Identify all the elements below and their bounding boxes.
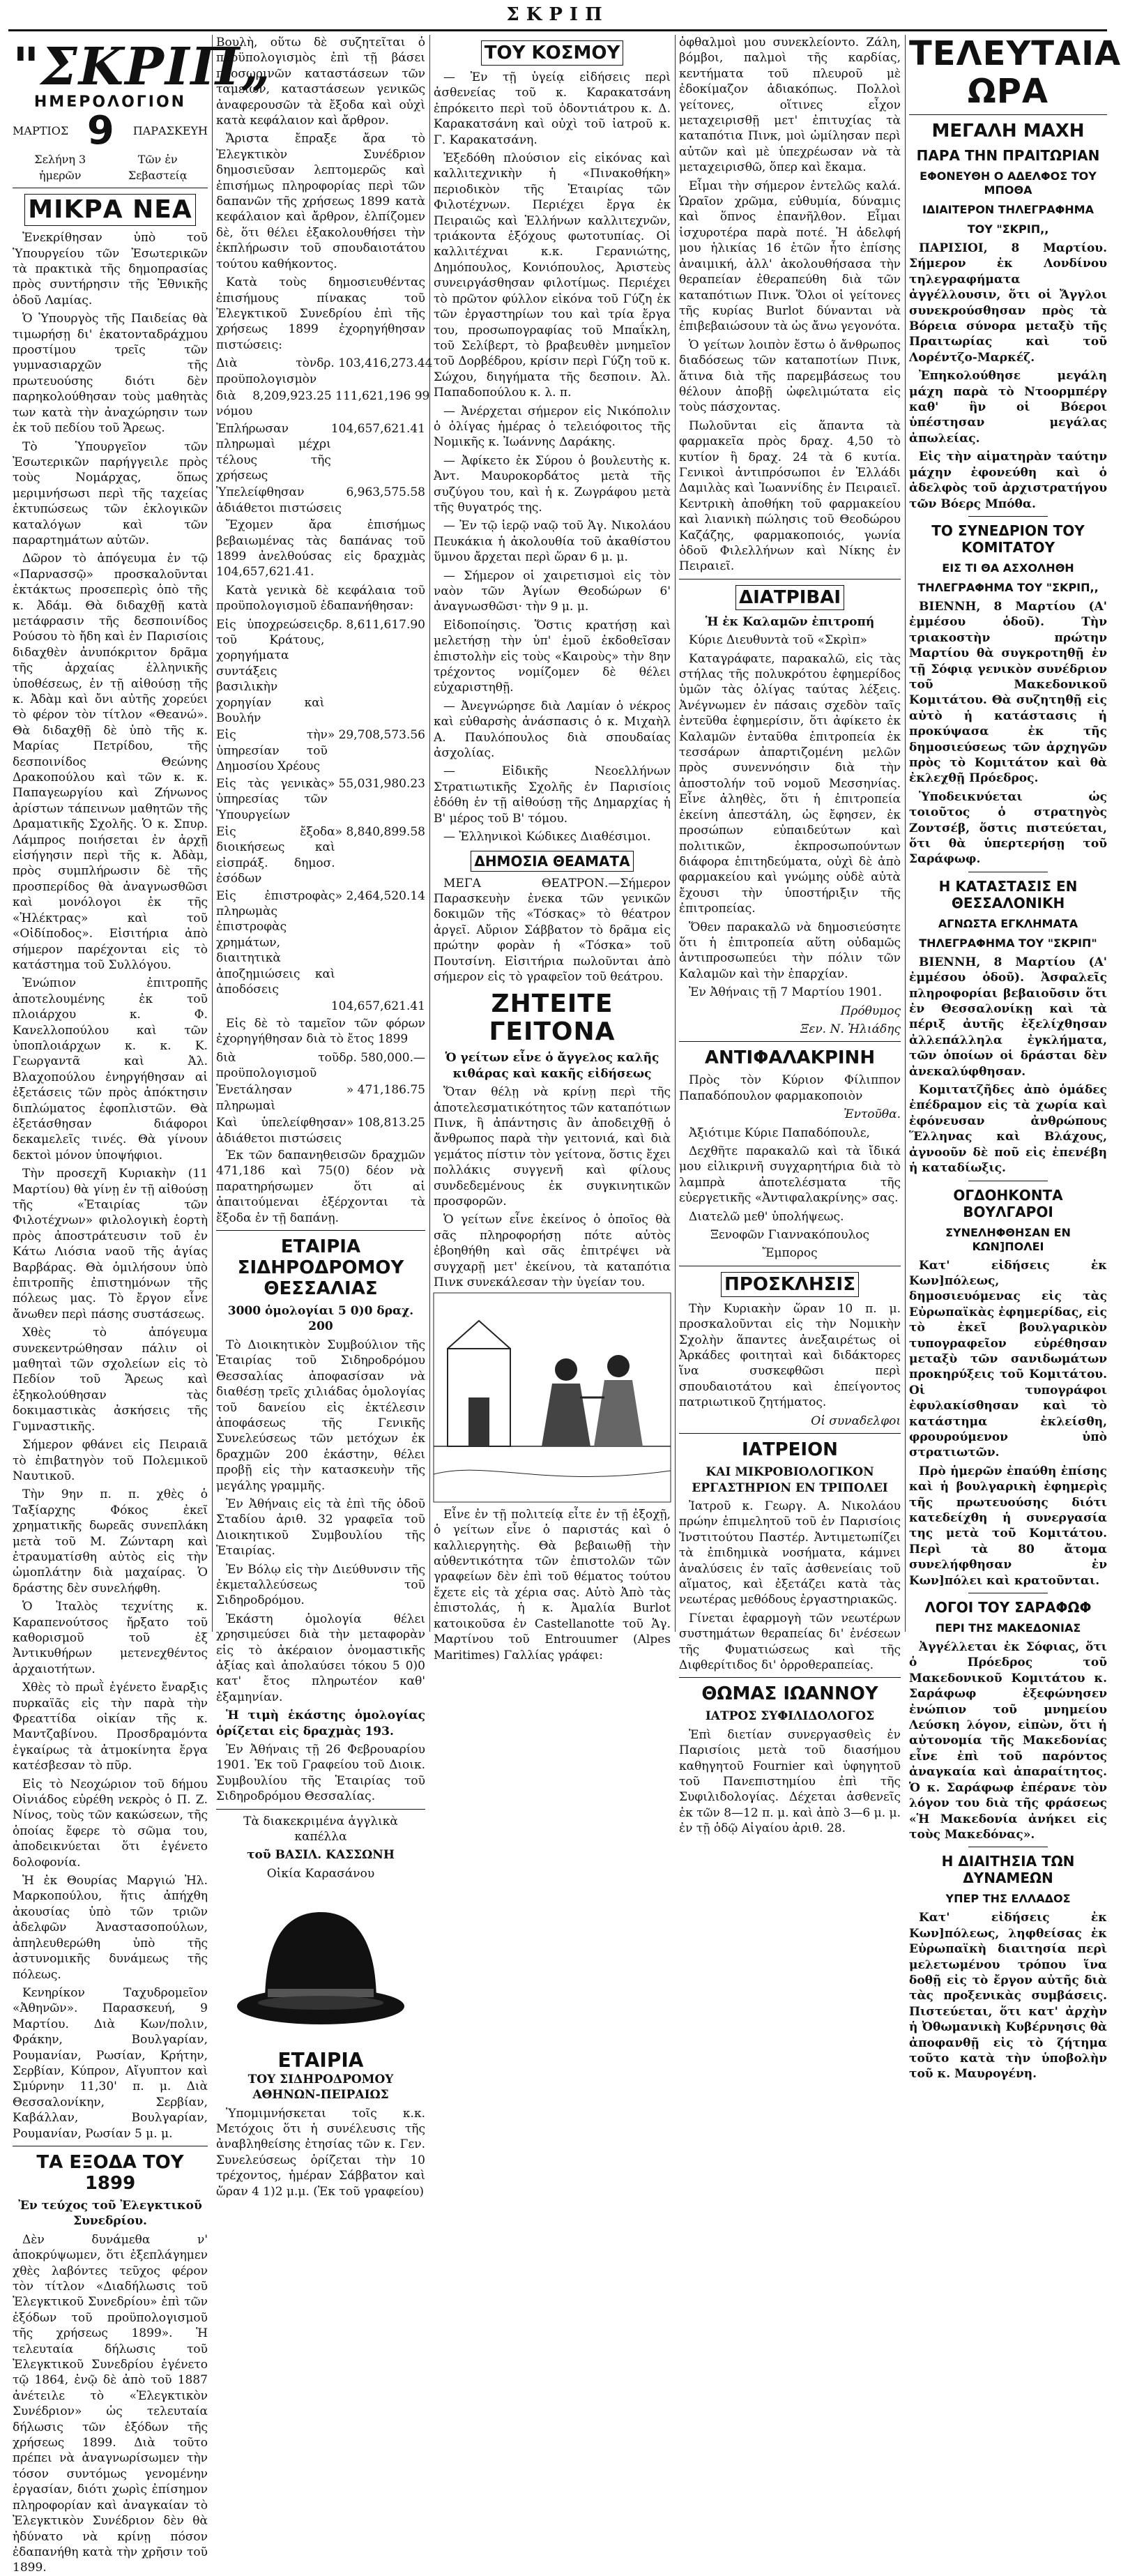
article-text: Διατελῶ μεθ' ὑπολήψεως. <box>689 1209 844 1224</box>
article-text: Ἔχομεν ἄρα ἐπισήμως βεβαιωμένας τὰς δαπάνας τοῦ 1899 ἀνελθούσας εἰς δραχμὰς 104,657,621.41. <box>216 518 425 579</box>
article-text: Ἄριστα ἔπραξε ἄρα τὸ Ἐλεγκτικὸν Συνέδριον δημοσιεῦσαν λεπτομερῶς καὶ ἐπισήμως πληροφορίας περὶ τῶν δαπανῶν τῆς χρήσεως 1899 κατὰ κεφάλαιον καὶ ἄρθρον, ἐλπίζομεν δὲ, ὅτι θέλει ἐξακολουθήσει τὴν ἐκπλήρωσιν τοῦ σπουδαιοτάτου τούτου καθήκοντος. <box>216 132 425 271</box>
headline-exoda: ΤΑ ΕΞΟΔΑ ΤΟΥ 1899 <box>36 2151 184 2194</box>
headline: ΤΗΛΕΓΡΑΦΗΜΑ ΤΟΥ "ΣΚΡΙΠ,, <box>917 580 1099 594</box>
rule <box>968 516 1048 517</box>
ledger-row: διὰ τοῦ προϋπολογισμοῦ δρ. 580,000.— <box>216 1050 425 1080</box>
letter-salutation: Κύριε Διευθυντὰ τοῦ «Σκρὶπ» <box>689 633 867 648</box>
ledger-row: Διὰ τὸν προϋπολογισμὸν δρ. 103,416,273.44 <box>216 356 433 386</box>
running-head: ΣΚΡΙΠ <box>506 4 609 25</box>
news-item: Ὁ Ἰταλὸς τεχνίτης κ. Καραπενούτσος ἤρξατο τοῦ καθορισμοῦ τοῦ ἐξ Ἀντικυθήρων μετενεχθέντος ἀρχαιοτήτων. <box>13 1600 208 1676</box>
article-text: — Ἐν τῇ ὑγείᾳ εἰδήσεις περὶ ἀσθενείας τοῦ κ. Καρακατσάνη ἐπρόκειτο περὶ τοῦ ὀδοντιάτρου κ. Δ. Καρακατσάνη καὶ οὐχὶ τοῦ ἰατροῦ κ. Γ. Καρακατσάνη. <box>434 70 671 147</box>
article-text: Δεχθῆτε παρακαλῶ καὶ τὰ ἴδικά μου εἰλικρινῆ συγχαρητήρια διὰ τὸ λαμπρὰ ἀποτελέσματα τῆς εὐεργετικῆς «Ἀντιφαλακρίνης» σας. <box>679 1144 901 1206</box>
telegram-text: ΠΑΡΙΣΙΟΙ, 8 Μαρτίου. Σήμερον ἐκ Λονδίνου τηλεγραφήματα ἀγγέλλουσιν, ὅτι οἱ Ἄγγλοι συνεκρούσθησαν πρὸς τὰ Βόρεια σύνορα μεταξὺ τῆς Πραιτωρίας καὶ τοῦ Λορέντζο-Μαρκέζ. <box>909 241 1107 365</box>
article-text: Ὁ γείτων εἶνε ἐκείνος ὁ ὁποῖος θὰ σᾶς πληροφορήσῃ πότε αὐτὸς ἐβοηθήθη καὶ σᾶς ἐπιτρέψει νὰ συγχαρῇ μετ' ἐκείνου, τὰ καταπότια Πινκ συνεκάλεσαν τὴν ὑγείαν του. <box>434 1213 671 1290</box>
article-text: — Ἀφίκετο ἐκ Σύρου ὁ βουλευτὴς κ. Ἀντ. Μαυροκορδάτος μετὰ τῆς συζύγου του, καὶ ἡ κ. Ζωγράφου μετὰ τῆς θυγατρός της. <box>434 453 671 515</box>
rule <box>679 1677 901 1678</box>
headline-geitona: ΖΗΤΕΙΤΕ ΓΕΙΤΟΝΑ <box>489 990 616 1047</box>
signature: Οἱ συναδελφοι <box>811 1414 901 1428</box>
news-item: Κενηρίκον Ταχυδρομεῖον «Ἀθηνῶν». Παρασκευή, 9 Μαρτίου. Διὰ Κων/πολιν, Φράκην, Βουλγαρίαν, Ρουμανίαν, Ρωσίαν, Κρήτην, Σερβίαν, Κύπρον, Αἴγυπτον καὶ Σμύρνην 11,30' π. μ. Διὰ Θεσσαλονίκην, Σερβίαν, Καβάλλαν, Βουλγαρίαν, Ρουμανίαν, Ρωσίαν 5 μ. μ. <box>13 1985 208 2141</box>
news-item: Ἐνεκρίθησαν ὑπὸ τοῦ Ὑπουργείου τῶν Ἐσωτερικῶν τὰ πρακτικὰ τῆς δημοπρασίας πρὸς συντήρησιν τῆς Ἐθνικῆς ὁδοῦ Λαμίας. <box>13 231 208 308</box>
headline: ΠΕΡΙ ΤΗΣ ΜΑΚΕΔΟΝΙΑΣ <box>935 1621 1081 1635</box>
telegram-text: Κατ' εἰδήσεις ἐκ Κων]πόλεως, δημοσιευόμενας εἰς τὰς Εὐρωπαϊκὰς ἐφημερίδας, εἰς τὸ ἐκεῖ βουλγαρικὸν τυπογραφεῖον εὑρέθησαν μεταξὺ τῶν σανιδωμάτων προκηρύξεις τοῦ Κομιτάτου. Οἱ τυπογράφοι ἐφυλακίσθησαν καὶ τὸ κατάστημα ἐκλείσθη, φρουρούμενον ὑπὸ στρατιωτῶν. <box>909 1258 1107 1460</box>
headline-antifalakrini: ΑΝΤΙΦΑΛΑΚΡΙΝΗ <box>704 1047 876 1069</box>
article-text: Πωλοῦνται εἰς ἅπαντα τὰ φαρμακεῖα πρὸς δραχ. 4,50 τὸ κυτίον ἢ δραχ. 24 τὰ 6 κυτία. Γενικοὶ ἀντιπρόσωποι ἐν Ἑλλάδι Δαμιλὰς καὶ Ἰωαννίδης ἐν Πειραιεῖ. Κεντρικὴ ἀποθήκη τοῦ φαρμακείου καὶ λιανικὴ πώλησις τοῦ Θεοδώρου Καζάζης, φαρμακοποιός, γωνία ὁδοῦ Φιλελλήνων καὶ Νίκης ἐν Πειραιεῖ. <box>679 418 901 574</box>
ledger-row: Εἰς ὑποχρεώσεις τοῦ Κράτους, χορηγήματα συντάξεις βασιλικὴν χορηγίαν καὶ Βουλήν δρ. 8,611,617.90 <box>216 617 425 726</box>
headline: ΠΑΡΑ ΤΗΝ ΠΡΑΙΤΩΡΙΑΝ <box>916 147 1100 164</box>
signature: Ξενοφῶν Γιαννακόπουλος <box>710 1228 870 1243</box>
article-text: Εἰς δὲ τὸ ταμεῖον τῶν φόρων ἐχορηγήθησαν διὰ τὸ ἔτος 1899 <box>216 1016 425 1047</box>
headline: ΕΦΟΝΕΥΘΗ Ο ΑΔΕΛΦΟΣ ΤΟΥ ΜΠΟΘΑ <box>920 169 1097 197</box>
neighbours-illustration <box>434 1293 671 1502</box>
article-text: Ἐν Ἀθήναις τῇ 26 Φεβρουαρίου 1901. Ἐκ τοῦ Γραφείου τοῦ Διοικ. Συμβουλίου τῆς Ἑταιρίας τοῦ Σιδηροδρόμου Θεσσαλίας. <box>216 1743 425 1804</box>
headline-iatreion: ΙΑΤΡΕΙΟΝ <box>742 1439 838 1461</box>
article-text: ΜΕΓΑ ΘΕΑΤΡΟΝ.—Σήμερον Παρασκευὴν ἐνεκα τῶν γενικῶν δοκιμῶν τῆς «Τόσκας» τὸ θέατρον ἀργεῖ. Αὔριον Σάββατον τὸ δρᾶμα εἰς πρώτην φορὰν ἡ «Τόσκα» τοῦ Πουτσίνη. Εἰσιτήρια πωλοῦνται ἀπὸ σήμερον εἰς τὸ γραφεῖον τοῦ θεάτρου. <box>434 876 671 984</box>
masthead-subtitle: ΗΜΕΡΟΛΟΓΙΟΝ <box>33 93 187 111</box>
ledger-row: Ὑπελείφθησαν ἀδιάθετοι πιστώσεις 6,963,575.58 <box>216 485 425 515</box>
moon: Σελήνη 3 ἡμερῶν <box>34 153 86 182</box>
ledger-row: Ἐπλήρωσαν πληρωμαὶ μέχρι τέλους τῆς χρήσεως 104,657,621.41 <box>216 421 425 483</box>
article-text: Βουλὴ, οὕτω δὲ συζητεῖται ὁ προϋπολογισμὸς ἐπὶ τῇ βάσει προσωρινῶν καταστάσεων τῶν ταμείων, καταστάσεων γενικῶς ἀναφερουσῶν τὰ ἔξοδα καὶ οὐχὶ κατὰ κεφάλαιον καὶ ἄρθρον. <box>216 36 425 128</box>
headline: ΣΥΝΕΛΗΦΘΗΣΑΝ ΕΝ ΚΩΝ]ΠΟΛΕΙ <box>945 1225 1071 1253</box>
masthead-title: "ΣΚΡΙΠ„ <box>13 37 272 97</box>
hat-advertisement-illustration <box>216 1884 425 2045</box>
article-text: Ἀξιότιμε Κύριε Παπαδόπουλε, <box>689 1126 870 1140</box>
dateline <box>13 108 208 154</box>
article-text: Ἐκ τῶν δαπανηθεισῶν δραχμῶν 471,186 καὶ 75(0) δέον νὰ παρατηρήσωμεν ὅτι αἱ ἀπαιτούμεναι ἐξέρχονται τὰ ἔξοδα ἐν τῇ δαπάνῃ. <box>216 1149 425 1225</box>
head-rule <box>8 29 1107 31</box>
news-item: Εἰς τὸ Νεοχώριον τοῦ δήμου Οἰνιάδος εὑρέθη νεκρὸς ὁ Π. Ζ. Νίνος, τοὺς τῶν κακώσεων, τῆς ὁποίας ἔφερε τὸ σῶμα του, ἀποδεικνύεται ὅτι ἐγένετο δολοφονία. <box>13 1777 208 1870</box>
article-text: ὀφθαλμοὶ μου συνεκλείοντο. Ζάλη, βόμβοι, παλμοὶ τῆς καρδίας, κεντήματα τοῦ πλευροῦ μὲ ἐδοκίμαζον ἀδιακόπως. Πολλοὶ γείτονες, οἵτινες εἶχον μεταχειρισθῇ μετ' ἐπιτυχίας τὰ καταπότια Πινκ, μοὶ ὡμίλησαν περὶ αὐτῶν καὶ μὲ ὑπεχρέωσαν νὰ τὰ μεταχειρισθῶ, ὅπερ καὶ ἔκαμα. <box>679 36 901 175</box>
article-text: Ἡ τιμὴ ἑκάστης ὁμολογίας ὁρίζεται εἰς δραχμὰς 193. <box>216 1709 425 1738</box>
ad-text: τοῦ ΒΑΣΙΛ. ΚΑΣΣΩΝΗ <box>247 1848 395 1863</box>
subheadline: Ἡ ἐκ Καλαμῶν ἐπιτροπή <box>705 614 875 629</box>
article-text: Τὴν Κυριακὴν ὥραν 10 π. μ. προσκαλοῦνται εἰς τὴν Νομικὴν Σχολὴν ἅπαντες ἀνεξαιρέτως οἱ Ἀρκάδες φοιτηταὶ καὶ διδάκτορες ἵνα συσκεφθῶσι περὶ σπουδαιοτάτου καὶ ἐπείγοντος πατριωτικοῦ ζητήματος. <box>679 1301 901 1410</box>
article-text: Κατὰ γενικὰ δὲ κεφάλαια τοῦ προϋπολογισμοῦ ἐδαπανήθησαν: <box>216 583 425 614</box>
telegram-text: Πρὸ ἡμερῶν ἐπαύθη ἐπίσης καὶ ἡ βουλγαρικὴ ἐφημερὶς τῆς πρωτευούσης διότι κατεδείχθη ἡ συνεργασία της μετὰ τοῦ Κομιτάτου. Περὶ τὰ 80 ἄτομα συνελήφθησαν ἐν Κων]πόλει καὶ κρατοῦνται. <box>909 1464 1107 1588</box>
ledger-row: Εἰς τὰς γενικὰς ὑπηρεσίας τῶν Ὑπουργείων » 55,031,980.23 <box>216 776 425 822</box>
article-text: Τὸ Διοικητικὸν Συμβούλιον τῆς Ἑταιρίας τοῦ Σιδηροδρόμου Θεσσαλίας ἀποφασίσαν νὰ διαθέσῃ τρεῖς χιλιάδας ὁμολογίας τοῦ δανείου εἰς ἐκτέλεσιν ἀποφάσεως τῆς Γενικῆς Συνελεύσεως τῶν μετόχων ἐκ δραχμῶν 200 ἑκάστην, θέλει προβῇ εἰς τὴν κατασκευὴν τῆς μεγάλης γραμμῆς. <box>216 1338 425 1493</box>
ledger-row: Καὶ ὑπελείφθησαν ἀδιάθετοι πιστώσεις » 108,813.25 <box>216 1116 425 1146</box>
article-text: Ἐν Βόλῳ εἰς τὴν Διεύθυνσιν τῆς ἐκμεταλλεύσεως τοῦ Σιδηροδρόμου. <box>216 1562 425 1608</box>
masthead <box>13 37 272 183</box>
rule <box>216 1809 425 1810</box>
ledger-row: Εἰς τὴν ὑπηρεσίαν τοῦ Δημοσίου Χρέους » 29,708,573.56 <box>216 728 425 774</box>
article-text: — Ἐν τῷ ἱερῷ ναῷ τοῦ Ἁγ. Νικολάου Πευκάκια ἡ ἀκολουθία τοῦ ἀκαθίστου ὕμνου ἄρχεται περὶ ὥραν 6 μ. μ. <box>434 519 671 565</box>
article-text: — Ἀνέρχεται σήμερον εἰς Νικόπολιν ὁ ὀλίγας ἡμέρας ὁ τελειόφοιτος τῆς Νομικῆς κ. Ἰωάννης Δαράκης. <box>434 404 671 450</box>
article-text: Ἐν Ἀθήναις εἰς τὰ ἐπὶ τῆς ὁδοῦ Σταδίου ἀριθ. 32 γραφεῖα τοῦ Διοικητικοῦ Συμβουλίου τῆς Ἑταιρίας. <box>216 1497 425 1559</box>
headline: ΥΠΕΡ ΤΗΣ ΕΛΛΑΔΟΣ <box>945 1892 1071 1906</box>
headline-thomas-ioannou: ΘΩΜΑΣ ΙΩΑΝΝΟΥ <box>701 1683 878 1705</box>
article-text: Ὅθεν παρακαλῶ νὰ δημοσιεύσητε ὅτι ἡ ἐπιτροπεία αὕτη οὐδαμῶς ἀντιπροσωπεύει τὴν πόλιν τῶν Καλαμῶν καὶ τὴν ἐπαρχίαν. <box>679 920 901 981</box>
telegram-text: Εἰς τὴν αἱματηρὰν ταύτην μάχην ἐφονεύθη καὶ ὁ ἀδελφὸς τοῦ ἀρχιστρατήγου τῶν Βόερς Μπόθα. <box>909 450 1107 511</box>
article-text: Γίνεται ἐφαρμογὴ τῶν νεωτέρων συστημάτων θεραπείας δι' ἐνέσεων τῆς Φυματιώσεως καὶ τῆς Διφθερίτιδος δι' ὀρροθεραπείας. <box>679 1611 901 1672</box>
headline-etairia-thessalias: ΕΤΑΙΡΙΑ ΣΙΔΗΡΟΔΡΟΜΟΥ ΘΕΣΣΑΛΙΑΣ <box>237 1236 404 1300</box>
news-item: Σήμερον φθάνει εἰς Πειραιᾶ τὸ ἐπιβατηγὸν τοῦ Πολεμικοῦ Ναυτικοῦ. <box>13 1438 208 1483</box>
headline: ΙΔΙΑΙΤΕΡΟΝ ΤΗΛΕΓΡΑΦΗΜΑ <box>922 203 1094 216</box>
article-text: — Σήμερον οἱ χαιρετισμοὶ εἰς τὸν ναὸν τῶν Ἁγίων Θεοδώρων 6' ἀναγνωσθῶσι· τὴν 9 μ. μ. <box>434 568 671 614</box>
article-text: Ἐξεδόθη πλούσιον εἰς εἰκόνας καὶ καλλιτεχνικὴν ἡ «Πινακοθήκη» περιοδικὸν τῆς Ἑταιρίας τῶν Φιλοτέχνων. Περιέχει ἔργα ἐκ Πειραιῶς καὶ Ἑλλήνων καλλιτεχνῶν, τριάκοντα ἐξόχους φωτοτυπίας. Οἱ καλλιτέχναι κ.κ. Γερανιώτης, Δημόπουλος, Κονιόπουλος, Ἀριστεὺς συνειργάσθησαν φιλοτίμως. Περιέχει τὸ πρῶτον φύλλον εἰκόνα τοῦ Γύζη ἐκ τῶν ἐργαστηρίων του καὶ τρία ἔργα του, προσωπογραφίας τοῦ Μπαΐκλη, τοῦ Σελίβερτ, τὸ βραβευθὲν μνημεῖον τοῦ Δορβέδρου, κρίσιν περὶ Γύζη τοῦ κ. Σώχου, διηγήματα τῆς δεσποιν. Ἀλ. Παπαδοπούλου κ. λ. π. <box>434 151 671 400</box>
headline-mikra-nea: ΜΙΚΡΑ ΝΕΑ <box>13 194 208 226</box>
headline: ΤΟ ΣΥΝΕΔΡΙΟΝ ΤΟΥ ΚΟΜΙΤΑΤΟΥ <box>931 522 1085 556</box>
article-text: Δὲν δυνάμεθα ν' ἀποκρύψωμεν, ὅτι ἐξεπλάγημεν χθὲς λαβόντες τεῦχος φέρον τὸν τίτλον «Διαδήλωσις τοῦ Ἐλεγκτικοῦ Συνεδρίου» ἐπὶ τῶν ἐξόδων τοῦ προϋπολογισμοῦ τῆς χρήσεως 1899». Ἡ τελευταία δήλωσις τοῦ Ἐλεγκτικοῦ Συνεδρίου ἐγένετο τῷ 1864, ἐνῷ δὲ ἀπὸ τοῦ 1887 ἀνέτειλε τὸ «Ἐλεγκτικὸν Συνέδριον» ὡς τελευταία δήλωσις τῶν ἐξόδων τῆς χρήσεως 1899. Διὰ τοῦτο πρέπει νὰ ἀναγνωρίσωμεν τὴν τόσον συντόμως γενομένην ἐργασίαν, διότι χωρὶς ἐπίσημον πληροφορίαν καὶ ἀναγκαίαν τὸ Ἐλεγκτικὸν Συνέδριον δὲν θὰ ἠδύνατο νὰ κρίνῃ πόσον ἐδαπανήθη κατὰ τὴν χρῆσιν τοῦ 1899. <box>13 2232 208 2575</box>
article-text: Ἐπὶ διετίαν συνεργασθεὶς ἐν Παρισίοις μετὰ τοῦ διασήμου καθηγητοῦ Fournier καὶ ὑφηγητοῦ τοῦ Πανεπιστημίου ἐπὶ τῆς Συφιλιδολογίας. Δέχεται ἀσθενεῖς ἐκ τῶν 8—12 π. μ. καὶ ἀπὸ 3—6 μ. μ. ἐν τῇ ὁδῷ Αἰγαίου ἀριθ. 28. <box>679 1727 901 1836</box>
column-rule <box>429 35 430 1632</box>
headline-theamata: ΔΗΜΟΣΙΑ ΘΕΑΜΑΤΑ <box>434 851 671 872</box>
column-rule <box>675 35 676 1632</box>
telegram-text: Ἀγγέλλεται ἐκ Σόφιας, ὅτι ὁ Πρόεδρος τοῦ Μακεδονικοῦ Κομιτάτου κ. Σαράφωφ ἐξεφώνησεν ἐνώπιον τοῦ μνημείου Λεύσκη λόγον, εἰπὼν, ὅτι ἡ αὐτονομία τῆς Μακεδονίας εἶνε ἐπὶ τοῦ παρόντος ἀναγκαία καὶ ἀπαραίτητος. Ὁ κ. Σαράφωφ ἐπέρανε τὸν λόγον του διὰ τῆς φράσεως «Ἡ Μακεδονία ἀνήκει εἰς τοὺς Μακεδόνας». <box>909 1640 1107 1842</box>
dateline-2 <box>13 152 208 183</box>
article-text: — Ἐλληνικοὶ Κώδικες Διαθέσιμοι. <box>443 830 651 844</box>
news-item: Ἡ ἐκ Θουρίας Μαργιώ Ἠλ. Μαρκοπούλου, ἥτις ἀπήχθη ἀκουσίας ὑπὸ τῶν τριῶν ἀδελφῶν Ἀναστασοπούλων, ἀπηλευθερώθη ὑπὸ τῆς ἀστυνομικῆς δυνάμεως τῆς πόλεως. <box>13 1874 208 1982</box>
article-text: Ὁ γείτων λοιπὸν ἔστω ὁ ἄνθρωπος διαδόσεως τῶν καταποτίων Πινκ, ἅτινα διὰ τῆς παρεμβάσεως του θέλουν ἀποβῇ ὠφελιμώτατα εἰς τοὺς πάσχοντας. <box>679 338 901 415</box>
article-text: Εἶμαι τὴν σήμερον ἐντελῶς καλά. Ὡραῖον χρῶμα, εὐθυμία, δύναμις καὶ ὅπνος ἐπανῆλθον. Εἶμαι ἰσχυροτέρα παρὰ ποτέ. Ἡ ἀδελφή μου ἡλικίας 16 ἐτῶν ἦτο ἐπίσης ἀναιμική, ἀλλ' ἀκολουθήσασα τὴν θεραπείαν ἐθεραπεύθη διὰ τῶν καταπότιων Πινκ. Ὅλοι οἱ γείτονες τῆς κυρίας Burlot δύνανται νὰ ἐπιβεβαιώσουν τὰ ὡς ἄνω γεγονότα. <box>679 179 901 334</box>
letter-signature: Ξεν. Ν. Ἠλιάδης <box>800 1022 901 1036</box>
ledger-total: 104,657,621.41 <box>330 999 425 1014</box>
headline: ΛΟΓΟΙ ΤΟΥ ΣΑΡΑΦΩΦ <box>924 1599 1092 1616</box>
article-text: — Εἰδικῆς Νεοελλήνων Στρατιωτικῆς Σχολῆς ἐν Παρισίοις ἐδόθη ἐν τῇ αἰθούσῃ τῆς Δημαρχίας ἡ Β' μέρος τοῦ Β' τόμου. <box>434 764 671 826</box>
subheadline: ΚΑΙ ΜΙΚΡΟΒΙΟΛΟΓΙΚΟΝ ΕΡΓΑΣΤΗΡΙΟΝ ΕΝ ΤΡΙΠΟΛΕΙ <box>692 1465 888 1495</box>
article-text: Πρὸς τὸν Κύριον Φίλιππον Παπαδόπουλον φαρμακοποιὸν <box>679 1073 901 1103</box>
headline: ΕΙΣ ΤΙ ΘΑ ΑΣΧΟΛΗΘΗ <box>942 561 1074 575</box>
subheadline: Ὁ γείτων εἶνε ὁ ἄγγελος καλῆς κιθάρας καὶ κακῆς εἰδήσεως <box>445 1051 659 1081</box>
ledger-row: Εἰς ἐπιστροφὰς πληρωμὰς ἐπιστροφὰς χρημάτων, διαιτητικὰ ἀποζημιώσεις καὶ ἀποδόσεις » 2,464,520.14 <box>216 888 425 997</box>
column-2 <box>216 35 433 2199</box>
ad-text: Οἰκία Καρασάνου <box>266 1866 375 1881</box>
news-item: Τὴν 9ην π. π. χθὲς ὁ Ταξίαρχης Φόκος ἐκεῖ χρηματικῆς δωρεᾶς συνεπλάκη μετὰ τοῦ Μ. Ζώνταρη καὶ ἐτραυματίσθη αὐτὸς εἰς τὴν ὠμοπλάτην διὰ μαχαίρας. Ὁ δράστης δὲν συνελήφθη. <box>13 1487 208 1596</box>
letter-date: Ἐν Ἀθήναις τῇ 7 Μαρτίου 1901. <box>689 985 883 1000</box>
news-item: Ἐνώπιον ἐπιτροπῆς ἀποτελουμένης ἐκ τοῦ πλοιάρχου κ. Φ. Κανελλοπούλου καὶ τῶν ὑποπλοιάρχων κ. κ. Κ. Γεωργαντᾶ καὶ Ἀλ. Βλαχοπούλου ἐνηργήθησαν αἱ ἐξετάσεις τῶν πρὸς ἀπόκτησιν διπλώματος ἐφοπλιστῶν. Θὰ ἐξετάσθησαν διάφοροι δεκαμελεῖς τινές. Θὰ γίνουν δεκτοὶ μόνον ὑποψήφιοι. <box>13 976 208 1162</box>
subheadline: 3000 ὁμολογίαι 5 0)0 δραχ. 200 <box>227 1304 414 1334</box>
headline-diatribai: ΔΙΑΤΡΙΒΑΙ <box>679 585 901 610</box>
column-3 <box>434 35 671 1662</box>
telegram-text: Κομιτατζῆδες ἀπὸ ὁμάδες ἐπέδραμον εἰς τὰ χωρία καὶ ἐφόνευσαν ἀνθρώπους Ἕλληνας καὶ Βλάχους, ἀγνοοῦν δὲ ποῦ εἰς ἐπενέβη ἡ καταδίωξις. <box>909 1083 1107 1176</box>
headline-tou-kosmou: ΤΟΥ ΚΟΣΜΟΥ <box>434 40 671 66</box>
letter-signoff: Πρόθυμος <box>840 1003 901 1018</box>
telegram-text: Κατ' εἰδήσεις ἐκ Κων]πόλεως, ληφθείσας ἐκ Εὐρωπαϊκὴ διαιτησία περὶ μελετωμένου τρόπου ἵνα δοθῇ εἰς τὸ ἔργον αὐτῆς διὰ τὰς προξενικὰς συμβάσεις. Πιστεύεται, ὅτι κατ' ἀρχὴν ἡ Ὀθωμανικὴ Κυβέρνησις θὰ ἀποφανθῇ εἰς τὸ ζήτημα τοῦτο κατὰ τὴν ὑποβολὴν τοῦ κ. Μαυρογένη. <box>909 1911 1107 2082</box>
ledger-row: Ἐνετάλησαν πληρωμαὶ » 471,186.75 <box>216 1083 425 1113</box>
column-rule <box>212 35 213 1632</box>
news-item: Ὁ Ὑπουργὸς τῆς Παιδείας θὰ τιμωρήσῃ δι' ἑκατονταδράχμου προστίμου τρεῖς τῶν γυμνασιαρχῶν τῆς πρωτευούσης διότι δὲν παρηκολούθησαν τοὺς μαθητὰς των κατὰ τὴν ἀναχώρησιν των ἐκ τοῦ πεδίου τοῦ Ἄρεως. <box>13 312 208 436</box>
rule <box>216 1230 425 1231</box>
telegram-text: Ὑποδεικνύεται ὡς τοιοῦτος ὁ στρατηγὸς Ζοντσέβ, ὅστις πιστεύεται, ὅτι θὰ ὑπερτερήσῃ τοῦ Σαράφωφ. <box>909 789 1107 867</box>
news-item: Χθὲς τὸ ἀπόγευμα συνεκεντρώθησαν πάλιν οἱ μαθηταὶ τῶν σχολείων εἰς τὸ Πεδίον τοῦ Ἄρεως καὶ ἐξηκολούθησαν τὰς δοκιμαστικὰς ἀσκήσεις τῆς Γυμναστικῆς. <box>13 1326 208 1434</box>
article-text: Ὅταν θέλῃ νὰ κρίνῃ περὶ τῆς ἀποτελεσματικότητος τῶν καταπότιων Πινκ, ἢ ἀπάντησις ἂν ἀποδειχθῇ ὁ ἄνθρωπος παρὰ τὴν γειτονιά, καὶ διὰ γεμάτος πίστιν τὸν γείτονα, ὅστις ἔχει πολλάκις συγγενῆ καὶ φίλους συνδεδεμένους ἐκ συγκινητικῶν προσφορῶν. <box>434 1085 671 1209</box>
headline: ΤΟΥ "ΣΚΡΙΠ,, <box>967 222 1049 236</box>
telegram-text: ΒΙΕΝΝΗ, 8 Μαρτίου (Α' ἐμμέσου ὁδοῦ). Ἀσφαλεῖς πληροφορίαι βεβαιοῦσιν ὅτι ἐν Θεσσαλονίκῃ καὶ τὰ πέριξ ἀυτῆς ἐξελίχθησαν ἀλλεπάλληλα ἐγκλήματα, τῶν ὁποίων οἱ δράσται δὲν ἀνεκαλύφθησαν. <box>909 955 1107 1079</box>
rule <box>679 1433 901 1434</box>
article-text: Ἰατροῦ κ. Γεωργ. Α. Νικολάου πρώην ἐπιμελητοῦ τοῦ ἐν Παρισίοις Ἰνστιτούτου Παστέρ. Ἀντιμετωπίζει τὰ ἐπιδημικὰ νοσήματα, κάμνει ἀναλύσεις ἐν ταῖς ἀσθενείαις τοῦ αἵματος, καὶ ἐξετάζει κατὰ τὰς νεωτέρας μεθόδους ἐργαστηριακῶς. <box>679 1499 901 1607</box>
column-5 <box>909 34 1121 2082</box>
article-text: Κατὰ τοὺς δημοσιευθέντας ἐπισήμους πίνακας τοῦ Ἐλεγκτικοῦ Συνεδρίου ἐπὶ τῆς χρήσεως 1899 ἐχορηγήθησαν πιστώσεις: <box>216 275 425 352</box>
day-number: 9 <box>86 108 114 154</box>
article-text: Εἰδοποίησις. Ὅστις κρατήσῃ καὶ μελετήσῃ τὴν ὑπ' ἐμοῦ ἐκδοθεῖσαν ἐπιστολὴν εἰς τοὺς «Καιροὺς» τὴν 8ην τρέχοντος νομίζομεν δὲ θέλει εὐχαριστηθῇ. <box>434 618 671 695</box>
column-1 <box>13 35 272 2575</box>
article-text: Εἶνε ἐν τῇ πολιτείᾳ εἶτε ἐν τῇ ἐξοχῇ, ὁ γείτων εἶνε ὁ παριστάς καὶ ὁ καλλιεργητὴς. Θὰ βεβαιωθῇ τὴν αὐθεντικότητα τῶν ἐπιστολῶν τῶν γραφείων δὲν ἐπὶ τοῦ θέματος τούτου ἔχετε εἰς τὰ χέρια σας. Αὐτὸ Ἀπὸ τὰς ἐπιστολάς, ἡ κ. Ἀμαλία Burlot κατοικοῦσα ἐν Castellanotte τοῦ Ἁγ. Μαρτίνου τοῦ Entrouumer (Alpes Maritimes) Γαλλίας γράφει: <box>434 1507 671 1662</box>
column-rule <box>905 35 906 1632</box>
headline-teleutaia-ora: ΤΕΛΕΥΤΑΙΑ ΩΡΑ <box>909 34 1121 111</box>
news-item: Δῶρον τὸ ἀπόγευμα ἐν τῷ «Παρνασσῷ» προσκαλοῦνται ἐκτάκτως προσεπερὶς ὁπὸ τῆς κ. Ἀδάμ. Θὰ διδαχθῇ κατὰ μετάφρασιν τῆς δεσποινίδος Ρούσου τὸ ἤδη καὶ ἐν Παρισίοις διδαχθὲν ἀνυπόκριτον δρᾶμα τῆς ἀρχαίας ἑλληνικῆς ὑποθέσεως, ἐν τῇ αἰθούσῃ τῆς κ. Ἀδὰμ καὶ ὄνι αὐτῆς χορεύει τὸ φέρον τὸν τίτλον «Θεανώ». Θὰ διδαχθῇ δὲ ὑπὸ τῆς κ. Μαρίας Πετρίδου, τῆς δεσποινίδος Θεώνης Δρακοπούλου καὶ τῶν κ. κ. Παπαγεωργίου καὶ Ζήνωνος ἀρίστων τάπεινων μαθητῶν τῆς Δραματικῆς Σχολῆς. Ὁ κ. Σπυρ. Λάμπρος ποιήσεται ἐν ἀρχῇ εἰσήγησιν περὶ τῆς κ. Ἀδὰμ, πρὸς συμπλήρωσιν δὲ τῆς προσπερίδος θὰ ἀναγνωσθῶσι καὶ μονόλογοι ἐκ τῆς «Ἠλέκτρας» καὶ τοῦ «Οἰδίποδος». Εἰσιτήρια ἀπὸ σήμερον παρέχονται εἰς τὸ κατάστημα τοῦ Συλλόγου. <box>13 552 208 972</box>
article-text: — Ἀνεγνώρησε διὰ Λαμίαν ὁ νέκρος καὶ εὐθαρσὴς ἀνάσπασις ὁ κ. Μιχαὴλ Α. Παυλόπουλος διὰ σπουδαίας ἀσχολίας. <box>434 699 671 761</box>
article-text: Ἑκάστη ὁμολογία θέλει χρησιμεύσει διὰ τὴν μεταφορὰν εἰς τὸ ἀκέραιον ὀνομαστικῆς ἀξίας καὶ ἀπολαύσει τόκου 5 0)0 κατ' ἔτος πληρωτέον καθ' ἑξαμηνίαν. <box>216 1612 425 1704</box>
headline: ΑΓΝΩΣΤΑ ΕΓΚΛΗΜΑΤΑ <box>938 916 1078 930</box>
weekday: ΠΑΡΑΣΚΕΥΗ <box>132 124 208 138</box>
headline: ΟΓΔΟΗΚΟΝΤΑ ΒΟΥΛΓΑΡΟΙ <box>953 1186 1063 1220</box>
rule <box>679 1041 901 1042</box>
ledger-row: διὰ νόμου 8,209,923.25 111,621,196 99 <box>216 388 430 419</box>
subheadline: ΤΟΥ ΣΙΔΗΡΟΔΡΟΜΟΥ ΑΘΗΝΩΝ-ΠΕΙΡΑΙΩΣ <box>247 2072 394 2103</box>
month: ΜΑΡΤΙΟΣ <box>13 124 69 138</box>
subheadline: ΙΑΤΡΟΣ ΣΥΦΙΛΙΔΟΛΟΓΟΣ <box>705 1709 875 1724</box>
news-item: Χθὲς τὸ πρωῒ ἐγένετο ἔναρξις πυρκαϊᾶς εἰς τὴν παρὰ τὴν Φρεαττίδα οἰκίαν τῆς κ. Μαντζαβίνου. Προσδραμόντα ἐγκαίρως τὰ ἀτμοκίνητα ἔργα κατέσβεσαν τὸ πῦρ. <box>13 1681 208 1773</box>
headline: Η ΔΙΑΙΤΗΣΙΑ ΤΩΝ ΔΥΝΑΜΕΩΝ <box>941 1853 1075 1887</box>
ledger-row: Εἰς ἔξοδα διοικήσεως καὶ εἰσπράξ. δημοσ. ἐσόδων » 8,840,899.58 <box>216 824 425 886</box>
headline-etairia-athinon: ΕΤΑΙΡΙΑ <box>277 2048 364 2072</box>
headline-prosklisis: ΠΡΟΣΚΛΗΣΙΣ <box>679 1272 901 1297</box>
article-text: Ἐντοῦθα. <box>844 1107 901 1122</box>
saints: Τῶν ἐν Σεβαστείᾳ <box>128 153 188 182</box>
article-text: Καταγράφατε, παρακαλῶ, εἰς τὰς στήλας τῆς πολυκρότου ἐφημερίδος ὑμῶν τὰς ὀλίγας ταύτας λέξεις. Ἀνέγνωμεν ἐν πάσαις σχεδὸν ταῖς ἐντεῦθα ἐφημερίσιν, ὅτι ἀφίκετο ἐκ Καλαμῶν ἐνταῦθα ἐπιτροπεία ἐκ τεσσάρων ἀπαρτιζομένη μελῶν πρὸς συνεννόησιν διὰ τὴν ἀποστολήν τοῦ νομοῦ Μεσσηνίας. Εἶνε ἀληθὲς, ὅτι ἡ ἐπιτροπεία ἐκείνη ἀπεστάλη, ὡς ἔφησεν, ἐκ προσώπων εὐπαιδεύτων καὶ πολιτικῶν, ἐκπροσωπούντων διάφορα ἐπιτηδεύματα, οὐχὶ δὲ ἀπὸ φαρμακείου καὶ γνώμης οὐδὲ αὐτὰ ἔχουσι τὴν ὑποστήριξιν τῆς ἐπιτροπείας. <box>679 651 901 916</box>
headline: ΜΕΓΑΛΗ ΜΑΧΗ <box>931 121 1085 142</box>
telegram-text: Ἐπηκολούθησε μεγάλη μάχη παρὰ τὸ Ντοορμπέργ καθ' ἣν οἱ Βόεροι ὑπέστησαν μεγάλας ἀπωλείας. <box>909 369 1107 446</box>
headline: Η ΚΑΤΑΣΤΑΣΙΣ ΕΝ ΘΕΣΣΑΛΟΝΙΚΗ <box>938 877 1078 911</box>
telegram-text: ΒΙΕΝΝΗ, 8 Μαρτίου (Α' ἐμμέσου ὁδοῦ). Τὴν τριακοστὴν πρώτην Μαρτίου θὰ συγκροτηθῇ ἐν τῇ Σόφιᾳ γενικὸν συνέδριον τοῦ Μακεδονικοῦ Κομιτάτου. Θὰ συζητηθῇ εἰς αὐτὸ ἡ κατάστασις ἡ προκύψασα ἐκ τῆς δημοσιεύσεως τῶν ἀρχηγῶν πρὸς τὸ Κομιτάτον καὶ θὰ ἐκλεχθῇ Πρόεδρος. <box>909 599 1107 786</box>
article-text: Ὑπομιμνήσκεται τοῖς κ.κ. Μετόχοις ὅτι ἡ συνέλευσις τῆς ἀναβληθείσης ἐτησίας τῶν κ. Γεν. Συνελεύσεως ὁρίζεται τὴν 10 τρέχοντος, ἡμέραν Σάββατον καὶ ὥραν 4 1)2 μ.μ. (Ἐκ τοῦ γραφείου) <box>216 2106 425 2199</box>
column-4 <box>679 35 901 1836</box>
newspaper-page <box>8 0 1121 2575</box>
rule <box>909 114 1107 115</box>
subheadline: Ἐν τεύχος τοῦ Ἐλεγκτικοῦ Συνεδρίου. <box>18 2198 202 2229</box>
signature-title: Ἔμπορος <box>762 1246 818 1261</box>
news-item: Τὴν προσεχῆ Κυριακὴν (11 Μαρτίου) θὰ γίνῃ ἐν τῇ αἰθούσῃ τῆς «Ἑταιρίας τῶν Φιλοτέχνων» φιλολογικὴ ἑορτὴ πρὸς ἀποστράτευσιν τοῦ ἐν Κάτω Λιόσια ναοῦ τῆς ἁγίας Βαρβάρας. Θὰ ὁμιλήσουν ὑπὸ ἐπιτροπῆς ἐπιστημόνων τῆς πόλεως μας. Τὸ ἔργον εἶνε ἄνωθεν περὶ πάσης συστάσεως. <box>13 1167 208 1321</box>
headline: ΤΗΛΕΓΡΑΦΗΜΑ ΤΟΥ "ΣΚΡΙΠ" <box>919 936 1097 950</box>
ad-text: Τὰ διακεκριμένα ἀγγλικὰ καπέλλα <box>243 1814 398 1844</box>
news-item: Τὸ Ὑπουργεῖον τῶν Ἐσωτερικῶν παρήγγειλε πρὸς τοὺς Νομάρχας, ὅπως μεριμνήσωσι περὶ τῆς ταχείας ἐκτυπώσεως τῶν ἐκλογικῶν καταλόγων καὶ τῶν παραρτημάτων αὐτῶν. <box>13 439 208 547</box>
